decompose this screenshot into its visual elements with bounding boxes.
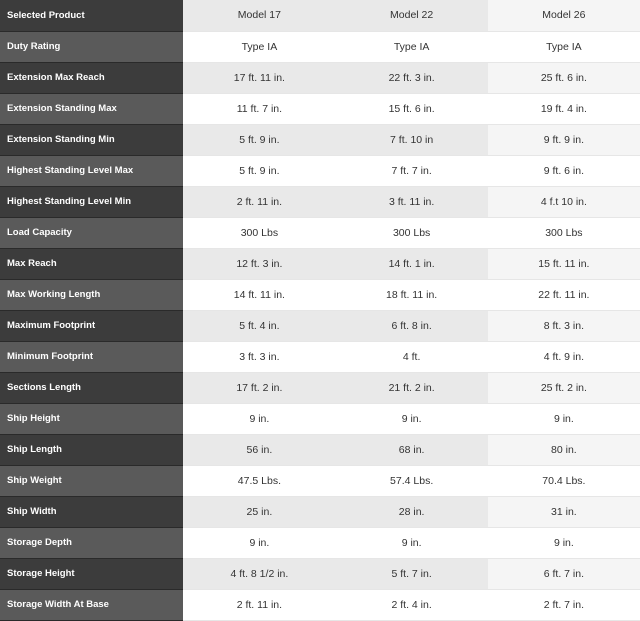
table-row [0,403,640,434]
row-label: Duty Rating [0,31,183,62]
spec-value-cell: 2 ft. 7 in. [488,589,640,620]
table-row [0,279,640,310]
table-row [0,558,640,589]
table-row [0,124,640,155]
table-row [0,372,640,403]
table-row [0,310,640,341]
table-row [0,434,640,465]
table-header-row [0,0,640,31]
table-row [0,62,640,93]
table-row [0,589,640,620]
spec-value-cell: 5 ft. 7 in. [336,558,488,589]
row-label: Max Reach [0,248,183,279]
spec-value-cell: 4 ft. [336,341,488,372]
table-row [0,527,640,558]
row-label: Maximum Footprint [0,310,183,341]
spec-value-cell: 4 f.t 10 in. [488,186,640,217]
spec-value-cell: 25 ft. 6 in. [488,62,640,93]
row-label: Extension Standing Min [0,124,183,155]
table-row [0,186,640,217]
row-label: Extension Max Reach [0,62,183,93]
spec-value-cell: 17 ft. 11 in. [183,62,335,93]
spec-value-cell: 4 ft. 9 in. [488,341,640,372]
row-label: Storage Height [0,558,183,589]
spec-value-cell: 22 ft. 3 in. [336,62,488,93]
spec-value-cell: 9 ft. 6 in. [488,155,640,186]
row-label: Load Capacity [0,217,183,248]
row-label: Max Working Length [0,279,183,310]
table-row [0,217,640,248]
spec-value-cell: 300 Lbs [183,217,335,248]
spec-value-cell: 9 in. [488,527,640,558]
table-row [0,155,640,186]
spec-value-cell: 6 ft. 8 in. [336,310,488,341]
spec-value-cell: 8 ft. 3 in. [488,310,640,341]
spec-value-cell: 5 ft. 4 in. [183,310,335,341]
spec-value-cell: 17 ft. 2 in. [183,372,335,403]
spec-value-cell: 28 in. [336,496,488,527]
row-label: Storage Width At Base [0,589,183,620]
row-label: Ship Weight [0,465,183,496]
spec-value-cell: 14 ft. 11 in. [183,279,335,310]
spec-value-cell: 57.4 Lbs. [336,465,488,496]
spec-value-cell: 47.5 Lbs. [183,465,335,496]
row-label: Ship Width [0,496,183,527]
spec-value-cell: 22 ft. 11 in. [488,279,640,310]
spec-value-cell: 12 ft. 3 in. [183,248,335,279]
table-row [0,248,640,279]
row-label: Storage Depth [0,527,183,558]
spec-value-cell: 14 ft. 1 in. [336,248,488,279]
spec-value-cell: 3 ft. 3 in. [183,341,335,372]
table-row [0,31,640,62]
model-header[interactable]: Model 26 [488,0,640,31]
row-label: Sections Length [0,372,183,403]
table-row [0,93,640,124]
spec-value-cell: 5 ft. 9 in. [183,124,335,155]
spec-value-cell: Type IA [183,31,335,62]
spec-value-cell: 3 ft. 11 in. [336,186,488,217]
spec-value-cell: 300 Lbs [488,217,640,248]
spec-value-cell: 25 in. [183,496,335,527]
row-label: Highest Standing Level Min [0,186,183,217]
spec-value-cell: 15 ft. 11 in. [488,248,640,279]
spec-value-cell: Type IA [336,31,488,62]
spec-value-cell: 7 ft. 7 in. [336,155,488,186]
spec-value-cell: 9 in. [183,527,335,558]
spec-value-cell: 19 ft. 4 in. [488,93,640,124]
model-header[interactable]: Model 22 [336,0,488,31]
spec-value-cell: 300 Lbs [336,217,488,248]
spec-value-cell: 2 ft. 11 in. [183,186,335,217]
table-row [0,496,640,527]
spec-value-cell: 80 in. [488,434,640,465]
spec-value-cell: 25 ft. 2 in. [488,372,640,403]
spec-value-cell: 9 ft. 9 in. [488,124,640,155]
model-header[interactable]: Model 17 [183,0,335,31]
spec-value-cell: 56 in. [183,434,335,465]
table-row [0,341,640,372]
spec-value-cell: 21 ft. 2 in. [336,372,488,403]
table-row [0,465,640,496]
header-label: Selected Product [0,0,183,31]
spec-value-cell: 15 ft. 6 in. [336,93,488,124]
row-label: Extension Standing Max [0,93,183,124]
spec-value-cell: 9 in. [183,403,335,434]
spec-value-cell: 31 in. [488,496,640,527]
row-label: Ship Height [0,403,183,434]
spec-value-cell: 9 in. [336,527,488,558]
spec-value-cell: 11 ft. 7 in. [183,93,335,124]
spec-value-cell: 2 ft. 11 in. [183,589,335,620]
spec-value-cell: 5 ft. 9 in. [183,155,335,186]
spec-value-cell: 6 ft. 7 in. [488,558,640,589]
spec-value-cell: 68 in. [336,434,488,465]
spec-value-cell: Type IA [488,31,640,62]
spec-value-cell: 70.4 Lbs. [488,465,640,496]
spec-value-cell: 7 ft. 10 in [336,124,488,155]
row-label: Ship Length [0,434,183,465]
spec-value-cell: 9 in. [336,403,488,434]
row-label: Minimum Footprint [0,341,183,372]
spec-value-cell: 4 ft. 8 1/2 in. [183,558,335,589]
spec-value-cell: 18 ft. 11 in. [336,279,488,310]
spec-value-cell: 9 in. [488,403,640,434]
row-label: Highest Standing Level Max [0,155,183,186]
spec-value-cell: 2 ft. 4 in. [336,589,488,620]
